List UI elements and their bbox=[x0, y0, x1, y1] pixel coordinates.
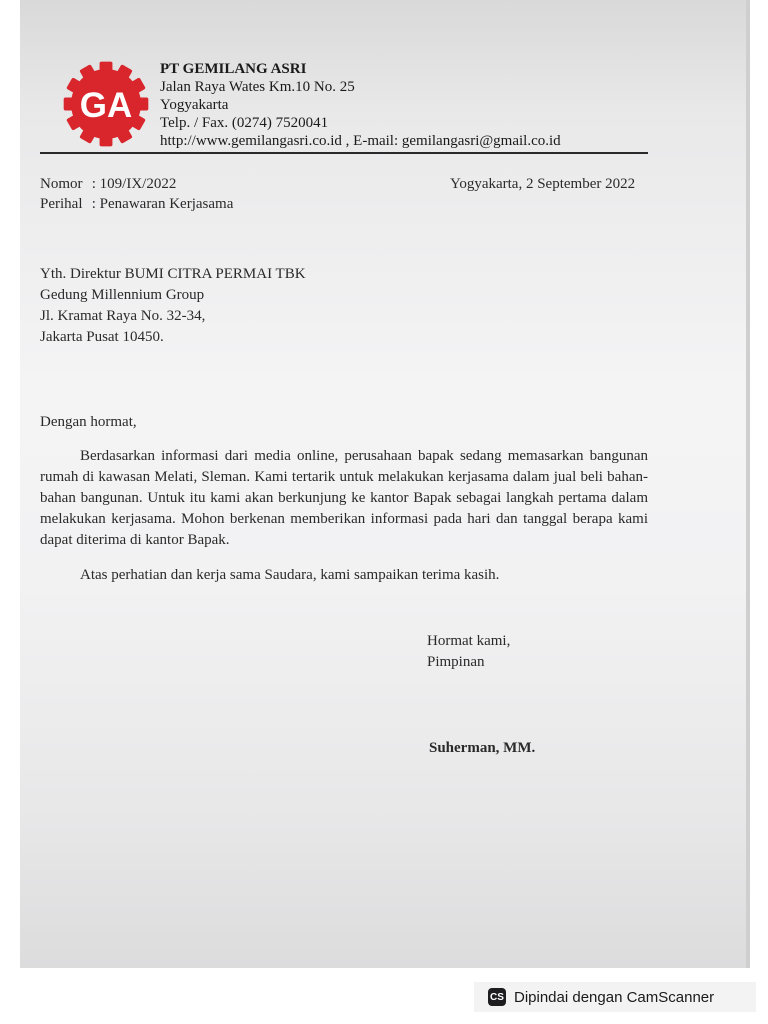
body-paragraph: Berdasarkan informasi dari media online, perusahaan bapak sedang memasarkan bangunan rumah di kawasan Melati, Sleman. Kami tertarik untuk melakukan kerjasama dalam jual beli bahan-bahan bangunan. Untuk itu kami akan berkunjung ke kantor Bapak sebagai langkah pertama dalam melakukan kerjasama. Mohon berkenan memberikan informasi pada hari dan tanggal berapa kami dapat diterima di kantor Bapak. bbox=[40, 448, 648, 548]
nomor-label: Nomor bbox=[40, 176, 83, 192]
letterhead-divider bbox=[40, 152, 648, 154]
sign-off-greeting: Hormat kami, bbox=[427, 633, 511, 649]
nomor-value: : 109/IX/2022 bbox=[91, 176, 177, 192]
company-logo-icon bbox=[60, 58, 152, 150]
scanned-letter-page bbox=[20, 0, 750, 968]
recipient-line: Yth. Direktur BUMI CITRA PERMAI TBK bbox=[40, 266, 306, 282]
recipient-line: Jakarta Pusat 10450. bbox=[40, 329, 164, 345]
website-email: http://www.gemilangasri.co.id , E-mail: gemilangasri@gmail.co.id bbox=[160, 133, 561, 149]
salutation: Dengan hormat, bbox=[40, 414, 137, 430]
perihal-label: Perihal bbox=[40, 196, 83, 212]
letterhead bbox=[160, 60, 561, 150]
logo-letters: GA bbox=[79, 85, 133, 125]
camscanner-icon: CS bbox=[488, 988, 506, 1006]
sign-off bbox=[427, 631, 510, 673]
letter-meta bbox=[40, 174, 233, 214]
address-street: Jalan Raya Wates Km.10 No. 25 bbox=[160, 79, 355, 95]
recipient-line: Gedung Millennium Group bbox=[40, 287, 205, 303]
perihal-row bbox=[40, 194, 233, 214]
letter-date: Yogyakarta, 2 September 2022 bbox=[450, 176, 636, 192]
recipient-line: Jl. Kramat Raya No. 32-34, bbox=[40, 308, 206, 324]
company-name: PT GEMILANG ASRI bbox=[160, 61, 307, 77]
closing-paragraph: Atas perhatian dan kerja sama Saudara, kami sampaikan terima kasih. bbox=[80, 567, 500, 583]
signer-name: Suherman, MM. bbox=[429, 740, 536, 756]
perihal-value: : Penawaran Kerjasama bbox=[91, 196, 234, 212]
phone-fax: Telp. / Fax. (0274) 7520041 bbox=[160, 115, 329, 131]
sign-off-title: Pimpinan bbox=[427, 654, 485, 670]
nomor-row bbox=[40, 174, 233, 194]
camscanner-watermark bbox=[474, 982, 756, 1012]
watermark-label: Dipindai dengan CamScanner bbox=[514, 988, 715, 1006]
recipient-block bbox=[40, 264, 306, 348]
address-city: Yogyakarta bbox=[160, 97, 229, 113]
